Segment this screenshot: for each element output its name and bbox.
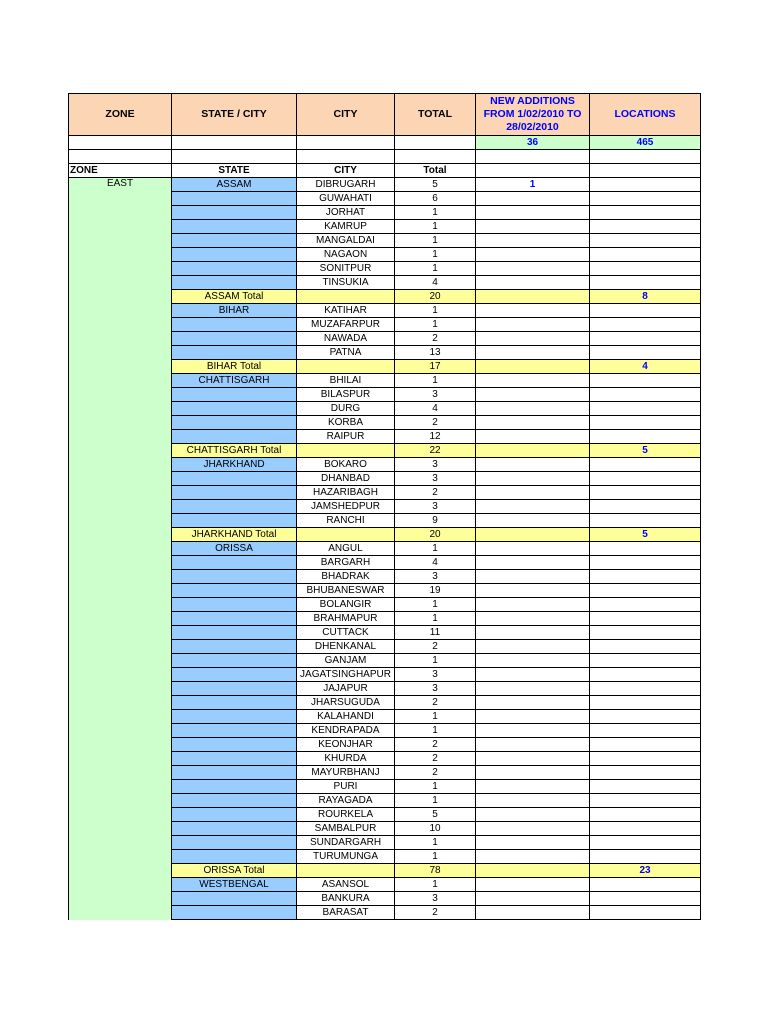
new-additions-cell <box>476 360 590 374</box>
city-cell: RANCHI <box>297 514 395 528</box>
new-additions-cell <box>476 626 590 640</box>
new-additions-cell <box>476 416 590 430</box>
total-cell: 2 <box>395 906 476 920</box>
total-cell: 5 <box>395 178 476 192</box>
city-cell: PURI <box>297 780 395 794</box>
total-cell: 1 <box>395 234 476 248</box>
city-cell: TINSUKIA <box>297 276 395 290</box>
city-cell: DHENKANAL <box>297 640 395 654</box>
state-cell <box>172 752 297 766</box>
state-cell <box>172 808 297 822</box>
locations-cell <box>590 598 701 612</box>
total-cell: 4 <box>395 556 476 570</box>
city-cell: BHADRAK <box>297 570 395 584</box>
locations-cell: 5 <box>590 528 701 542</box>
total-cell: 1 <box>395 850 476 864</box>
state-cell <box>172 486 297 500</box>
new-additions-cell <box>476 906 590 920</box>
city-cell: KORBA <box>297 416 395 430</box>
locations-cell <box>590 192 701 206</box>
header-state-city: STATE / CITY <box>172 94 297 136</box>
new-additions-cell <box>476 584 590 598</box>
total-cell: 3 <box>395 458 476 472</box>
locations-cell <box>590 402 701 416</box>
city-cell: MUZAFARPUR <box>297 318 395 332</box>
header-row <box>69 94 701 136</box>
zone-cell: EAST <box>69 178 172 920</box>
spreadsheet <box>68 93 701 920</box>
total-cell: 2 <box>395 486 476 500</box>
new-additions-cell: 1 <box>476 178 590 192</box>
state-cell <box>172 416 297 430</box>
city-cell: TURUMUNGA <box>297 850 395 864</box>
locations-cell <box>590 822 701 836</box>
total-cell: 2 <box>395 766 476 780</box>
locations-cell <box>590 808 701 822</box>
state-cell <box>172 906 297 920</box>
state-cell: ORISSA Total <box>172 864 297 878</box>
total-cell: 1 <box>395 206 476 220</box>
new-additions-cell <box>476 654 590 668</box>
total-cell: 10 <box>395 822 476 836</box>
city-cell: NAWADA <box>297 332 395 346</box>
state-cell <box>172 248 297 262</box>
new-additions-cell <box>476 542 590 556</box>
state-cell <box>172 710 297 724</box>
state-cell <box>172 836 297 850</box>
total-cell: 2 <box>395 332 476 346</box>
total-cell: 17 <box>395 360 476 374</box>
locations-cell <box>590 458 701 472</box>
state-cell: WESTBENGAL <box>172 878 297 892</box>
new-additions-cell <box>476 472 590 486</box>
new-additions-cell <box>476 374 590 388</box>
locations-cell <box>590 570 701 584</box>
city-cell: MANGALDAI <box>297 234 395 248</box>
state-cell: JHARKHAND Total <box>172 528 297 542</box>
city-cell: GUWAHATI <box>297 192 395 206</box>
new-additions-cell <box>476 556 590 570</box>
city-cell: JAJAPUR <box>297 682 395 696</box>
city-cell: BARASAT <box>297 906 395 920</box>
locations-cell <box>590 262 701 276</box>
new-additions-cell <box>476 192 590 206</box>
new-additions-cell <box>476 892 590 906</box>
state-cell <box>172 402 297 416</box>
city-cell: RAYAGADA <box>297 794 395 808</box>
total-cell: 1 <box>395 780 476 794</box>
locations-cell <box>590 682 701 696</box>
locations-cell <box>590 388 701 402</box>
city-cell: RAIPUR <box>297 430 395 444</box>
new-additions-cell <box>476 458 590 472</box>
state-cell <box>172 234 297 248</box>
header-zone: ZONE <box>69 94 172 136</box>
new-additions-cell <box>476 290 590 304</box>
new-additions-cell <box>476 248 590 262</box>
state-cell <box>172 584 297 598</box>
locations-cell <box>590 276 701 290</box>
locations-cell <box>590 514 701 528</box>
city-cell: BARGARH <box>297 556 395 570</box>
state-cell <box>172 724 297 738</box>
new-additions-cell <box>476 822 590 836</box>
state-cell <box>172 346 297 360</box>
subheader-total: Total <box>395 164 476 178</box>
total-cell: 1 <box>395 598 476 612</box>
total-cell: 6 <box>395 192 476 206</box>
state-cell <box>172 640 297 654</box>
new-additions-cell <box>476 206 590 220</box>
header-new-additions: NEW ADDITIONS FROM 1/02/2010 TO 28/02/2010 <box>476 94 590 136</box>
table-row <box>69 178 701 192</box>
total-cell: 1 <box>395 374 476 388</box>
summary-new-additions: 36 <box>476 136 590 150</box>
state-cell: BIHAR <box>172 304 297 318</box>
state-cell <box>172 262 297 276</box>
locations-cell <box>590 178 701 192</box>
new-additions-cell <box>476 640 590 654</box>
total-cell: 13 <box>395 346 476 360</box>
total-cell: 1 <box>395 654 476 668</box>
total-cell: 1 <box>395 612 476 626</box>
locations-cell <box>590 318 701 332</box>
summary-locations: 465 <box>590 136 701 150</box>
locations-cell <box>590 696 701 710</box>
state-cell <box>172 612 297 626</box>
state-cell: CHATTISGARH <box>172 374 297 388</box>
new-additions-cell <box>476 528 590 542</box>
locations-cell <box>590 346 701 360</box>
new-additions-cell <box>476 318 590 332</box>
locations-cell <box>590 304 701 318</box>
state-cell <box>172 780 297 794</box>
new-additions-cell <box>476 668 590 682</box>
city-cell: JAGATSINGHAPUR <box>297 668 395 682</box>
city-cell: JAMSHEDPUR <box>297 500 395 514</box>
new-additions-cell <box>476 836 590 850</box>
state-cell <box>172 668 297 682</box>
total-cell: 3 <box>395 388 476 402</box>
state-cell <box>172 766 297 780</box>
locations-cell <box>590 542 701 556</box>
new-additions-cell <box>476 612 590 626</box>
new-additions-cell <box>476 696 590 710</box>
subheader-state: STATE <box>172 164 297 178</box>
city-cell: KALAHANDI <box>297 710 395 724</box>
state-cell <box>172 318 297 332</box>
locations-cell <box>590 626 701 640</box>
state-cell <box>172 682 297 696</box>
city-cell <box>297 528 395 542</box>
city-cell: KHURDA <box>297 752 395 766</box>
total-cell: 1 <box>395 220 476 234</box>
state-cell <box>172 822 297 836</box>
state-cell: ASSAM <box>172 178 297 192</box>
city-cell: JHARSUGUDA <box>297 696 395 710</box>
locations-cell <box>590 472 701 486</box>
total-cell: 1 <box>395 724 476 738</box>
total-cell: 4 <box>395 402 476 416</box>
new-additions-cell <box>476 682 590 696</box>
city-cell: GANJAM <box>297 654 395 668</box>
new-additions-cell <box>476 500 590 514</box>
new-additions-cell <box>476 332 590 346</box>
locations-cell: 23 <box>590 864 701 878</box>
city-cell: SUNDARGARH <box>297 836 395 850</box>
city-cell: BOLANGIR <box>297 598 395 612</box>
city-cell: BHUBANESWAR <box>297 584 395 598</box>
locations-cell <box>590 640 701 654</box>
total-cell: 1 <box>395 262 476 276</box>
total-cell: 2 <box>395 738 476 752</box>
new-additions-cell <box>476 738 590 752</box>
total-cell: 1 <box>395 794 476 808</box>
locations-cell <box>590 332 701 346</box>
locations-cell <box>590 668 701 682</box>
header-locations: LOCATIONS <box>590 94 701 136</box>
state-cell <box>172 472 297 486</box>
total-cell: 20 <box>395 528 476 542</box>
new-additions-cell <box>476 766 590 780</box>
summary-row <box>69 136 701 150</box>
total-cell: 11 <box>395 626 476 640</box>
locations-cell <box>590 892 701 906</box>
total-cell: 3 <box>395 892 476 906</box>
city-cell: DURG <box>297 402 395 416</box>
state-cell <box>172 430 297 444</box>
city-cell: DIBRUGARH <box>297 178 395 192</box>
state-cell <box>172 570 297 584</box>
locations-cell <box>590 906 701 920</box>
city-cell: HAZARIBAGH <box>297 486 395 500</box>
locations-cell <box>590 780 701 794</box>
locations-cell <box>590 234 701 248</box>
locations-cell <box>590 794 701 808</box>
new-additions-cell <box>476 752 590 766</box>
new-additions-cell <box>476 850 590 864</box>
total-cell: 1 <box>395 710 476 724</box>
header-city: CITY <box>297 94 395 136</box>
state-cell: CHATTISGARH Total <box>172 444 297 458</box>
new-additions-cell <box>476 486 590 500</box>
city-cell: KAMRUP <box>297 220 395 234</box>
total-cell: 1 <box>395 248 476 262</box>
locations-cell <box>590 486 701 500</box>
state-cell <box>172 598 297 612</box>
state-cell <box>172 892 297 906</box>
locations-cell <box>590 206 701 220</box>
city-cell: SAMBALPUR <box>297 822 395 836</box>
locations-cell <box>590 738 701 752</box>
state-cell <box>172 654 297 668</box>
locations-cell <box>590 556 701 570</box>
locations-cell <box>590 724 701 738</box>
locations-cell <box>590 710 701 724</box>
city-cell: ROURKELA <box>297 808 395 822</box>
total-cell: 1 <box>395 304 476 318</box>
locations-cell: 5 <box>590 444 701 458</box>
state-cell: ASSAM Total <box>172 290 297 304</box>
locations-cell: 4 <box>590 360 701 374</box>
new-additions-cell <box>476 598 590 612</box>
total-cell: 2 <box>395 696 476 710</box>
total-cell: 1 <box>395 542 476 556</box>
locations-table <box>68 93 701 920</box>
total-cell: 3 <box>395 668 476 682</box>
city-cell: PATNA <box>297 346 395 360</box>
locations-cell <box>590 220 701 234</box>
new-additions-cell <box>476 388 590 402</box>
state-cell <box>172 794 297 808</box>
state-cell <box>172 388 297 402</box>
city-cell <box>297 290 395 304</box>
total-cell: 22 <box>395 444 476 458</box>
state-cell: ORISSA <box>172 542 297 556</box>
state-cell <box>172 192 297 206</box>
state-cell <box>172 220 297 234</box>
state-cell <box>172 626 297 640</box>
state-cell <box>172 276 297 290</box>
state-cell: BIHAR Total <box>172 360 297 374</box>
city-cell: ANGUL <box>297 542 395 556</box>
new-additions-cell <box>476 402 590 416</box>
state-cell <box>172 850 297 864</box>
new-additions-cell <box>476 514 590 528</box>
city-cell: KATIHAR <box>297 304 395 318</box>
new-additions-cell <box>476 780 590 794</box>
city-cell: ASANSOL <box>297 878 395 892</box>
city-cell: BILASPUR <box>297 388 395 402</box>
state-cell: JHARKHAND <box>172 458 297 472</box>
total-cell: 1 <box>395 878 476 892</box>
locations-cell <box>590 766 701 780</box>
locations-cell: 8 <box>590 290 701 304</box>
new-additions-cell <box>476 724 590 738</box>
locations-cell <box>590 878 701 892</box>
state-cell <box>172 738 297 752</box>
city-cell <box>297 444 395 458</box>
new-additions-cell <box>476 864 590 878</box>
new-additions-cell <box>476 878 590 892</box>
total-cell: 2 <box>395 752 476 766</box>
total-cell: 2 <box>395 416 476 430</box>
total-cell: 12 <box>395 430 476 444</box>
total-cell: 19 <box>395 584 476 598</box>
city-cell: SONITPUR <box>297 262 395 276</box>
state-cell <box>172 332 297 346</box>
new-additions-cell <box>476 346 590 360</box>
new-additions-cell <box>476 794 590 808</box>
total-cell: 1 <box>395 318 476 332</box>
new-additions-cell <box>476 808 590 822</box>
total-cell: 3 <box>395 570 476 584</box>
new-additions-cell <box>476 710 590 724</box>
total-cell: 3 <box>395 682 476 696</box>
total-cell: 78 <box>395 864 476 878</box>
new-additions-cell <box>476 444 590 458</box>
locations-cell <box>590 500 701 514</box>
locations-cell <box>590 836 701 850</box>
city-cell <box>297 864 395 878</box>
city-cell: KEONJHAR <box>297 738 395 752</box>
new-additions-cell <box>476 570 590 584</box>
locations-cell <box>590 416 701 430</box>
new-additions-cell <box>476 220 590 234</box>
total-cell: 2 <box>395 640 476 654</box>
city-cell: NAGAON <box>297 248 395 262</box>
city-cell: JORHAT <box>297 206 395 220</box>
locations-cell <box>590 248 701 262</box>
locations-cell <box>590 752 701 766</box>
total-cell: 3 <box>395 472 476 486</box>
city-cell: BANKURA <box>297 892 395 906</box>
total-cell: 3 <box>395 500 476 514</box>
subheader-zone: ZONE <box>69 164 172 178</box>
city-cell <box>297 360 395 374</box>
city-cell: MAYURBHANJ <box>297 766 395 780</box>
subheader-row <box>69 164 701 178</box>
city-cell: KENDRAPADA <box>297 724 395 738</box>
city-cell: DHANBAD <box>297 472 395 486</box>
locations-cell <box>590 654 701 668</box>
subheader-city: CITY <box>297 164 395 178</box>
new-additions-cell <box>476 234 590 248</box>
locations-cell <box>590 430 701 444</box>
state-cell <box>172 206 297 220</box>
state-cell <box>172 556 297 570</box>
state-cell <box>172 696 297 710</box>
new-additions-cell <box>476 262 590 276</box>
total-cell: 5 <box>395 808 476 822</box>
locations-cell <box>590 850 701 864</box>
locations-cell <box>590 374 701 388</box>
total-cell: 4 <box>395 276 476 290</box>
spacer-row <box>69 150 701 164</box>
city-cell: BOKARO <box>297 458 395 472</box>
new-additions-cell <box>476 304 590 318</box>
new-additions-cell <box>476 430 590 444</box>
total-cell: 9 <box>395 514 476 528</box>
city-cell: BHILAI <box>297 374 395 388</box>
locations-cell <box>590 584 701 598</box>
total-cell: 20 <box>395 290 476 304</box>
header-total: TOTAL <box>395 94 476 136</box>
new-additions-cell <box>476 276 590 290</box>
city-cell: BRAHMAPUR <box>297 612 395 626</box>
city-cell: CUTTACK <box>297 626 395 640</box>
locations-cell <box>590 612 701 626</box>
state-cell <box>172 500 297 514</box>
state-cell <box>172 514 297 528</box>
total-cell: 1 <box>395 836 476 850</box>
